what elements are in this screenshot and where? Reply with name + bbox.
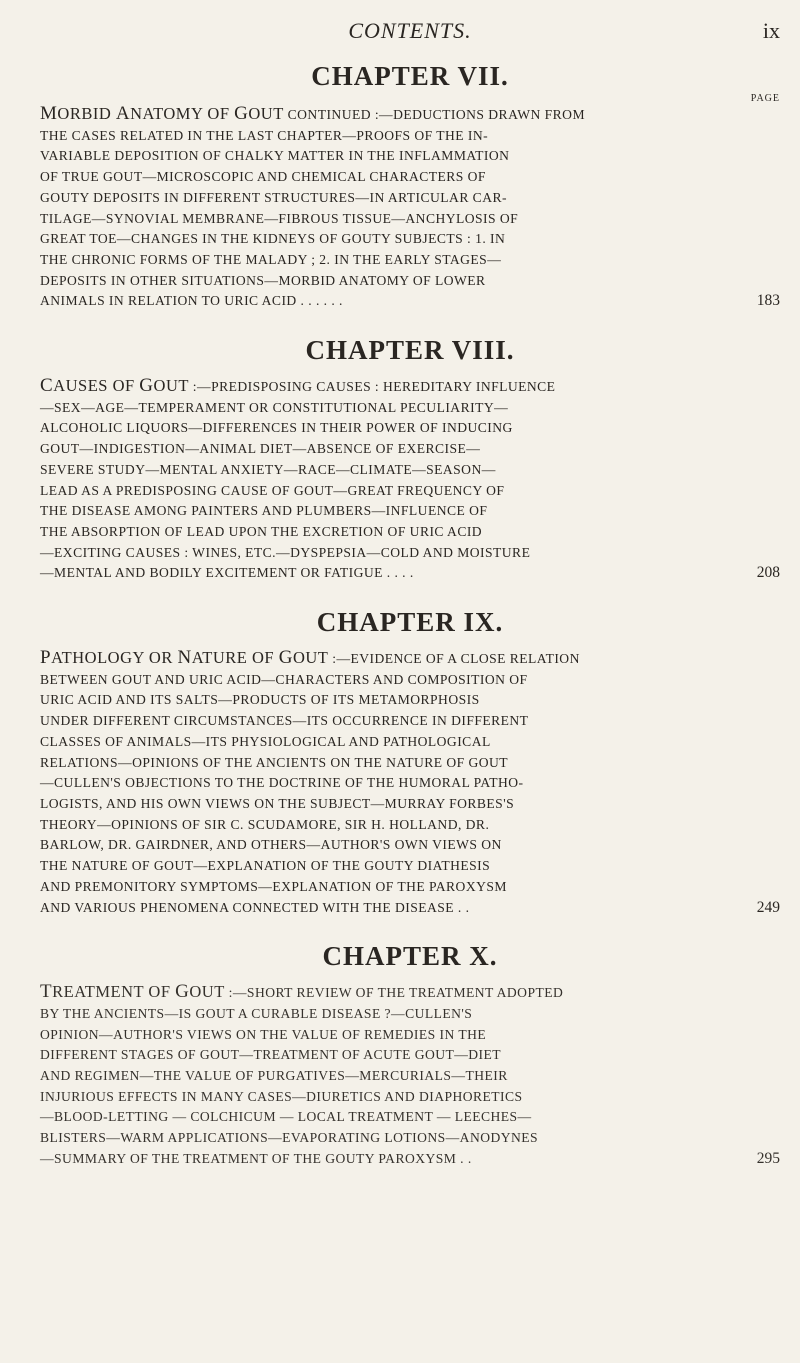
summary-line: OPINION—AUTHOR'S VIEWS ON THE VALUE OF REMEDIES IN THE — [40, 1026, 487, 1042]
summary-line: —CULLEN'S OBJECTIONS TO THE DOCTRINE OF THE HUMORAL PATHO- — [40, 775, 524, 791]
summary-line: GOUTY DEPOSITS IN DIFFERENT STRUCTURES—IN ARTICULAR CAR- — [40, 189, 507, 205]
summary-line: GOUT—INDIGESTION—ANIMAL DIET—ABSENCE OF EXERCISE— — [40, 441, 481, 457]
chapter-7-entry — [40, 58, 780, 312]
chapter-heading: CHAPTER VII. — [311, 61, 509, 91]
summary-last-line — [40, 291, 780, 312]
summary-line: —EXCITING CAUSES : WINES, ETC.—DYSPEPSIA—COLD AND MOISTURE — [40, 544, 531, 560]
summary-line: THE CASES RELATED IN THE LAST CHAPTER—PROOFS OF THE IN- — [40, 127, 489, 143]
chapter-heading: CHAPTER IX. — [316, 607, 504, 638]
chapter-lead: CAUSES OF GOUT — [40, 375, 189, 397]
summary-line: THE ABSORPTION OF LEAD UPON THE EXCRETION OF URIC ACID — [40, 523, 483, 539]
summary-line: THE DISEASE AMONG PAINTERS AND PLUMBERS—INFLUENCE OF — [40, 503, 488, 519]
chapter-heading: CHAPTER VIII. — [305, 335, 515, 366]
summary-line: —BLOOD-LETTING — COLCHICUM — LOCAL TREATMENT — LEECHES— — [40, 1109, 532, 1125]
summary-line: AND PREMONITORY SYMPTOMS—EXPLANATION OF THE PAROXYSM — [40, 878, 507, 894]
summary-line: DEPOSITS IN OTHER SITUATIONS—MORBID ANATOMY OF LOWER — [40, 272, 486, 288]
summary-line: UNDER DIFFERENT CIRCUMSTANCES—ITS OCCURRENCE IN DIFFERENT — [40, 713, 529, 729]
running-head — [40, 0, 780, 50]
summary-line: DIFFERENT STAGES OF GOUT—TREATMENT OF ACUTE GOUT—DIET — [40, 1047, 502, 1063]
summary-line: MORBID ANATOMY OF GOUT CONTINUED :—DEDUCTIONS DRAWN FROM — [40, 103, 585, 124]
chapter-10-entry — [40, 938, 780, 1169]
page-column-label: PAGE — [750, 93, 780, 104]
chapter-9-entry — [40, 604, 780, 918]
summary-line: BETWEEN GOUT AND URIC ACID—CHARACTERS AND COMPOSITION OF — [40, 671, 528, 687]
summary-last-line — [40, 1149, 780, 1170]
page-reference: 249 — [756, 898, 780, 916]
summary-line: BY THE ANCIENTS—IS GOUT A CURABLE DISEASE ?—CULLEN'S — [40, 1005, 473, 1021]
summary-line: GREAT TOE—CHANGES IN THE KIDNEYS OF GOUTY SUBJECTS : 1. IN — [40, 231, 506, 247]
summary-last-line — [40, 898, 780, 919]
chapter-summary — [40, 982, 780, 1169]
summary-line-text: —SUMMARY OF THE TREATMENT OF THE GOUTY PAROXYSM . . — [40, 1150, 472, 1166]
summary-line: LEAD AS A PREDISPOSING CAUSE OF GOUT—GREAT FREQUENCY OF — [40, 482, 505, 498]
summary-line: LOGISTS, AND HIS OWN VIEWS ON THE SUBJECT—MURRAY FORBES'S — [40, 795, 515, 811]
chapter-heading: CHAPTER X. — [322, 941, 498, 972]
summary-line-text: ANIMALS IN RELATION TO URIC ACID . . . . . . — [40, 293, 343, 309]
chapter-summary — [40, 648, 780, 918]
chapter-summary — [40, 376, 780, 584]
page-reference: 208 — [756, 564, 780, 582]
chapter-lead: MORBID ANATOMY OF GOUT — [40, 103, 284, 124]
running-title: CONTENTS. — [348, 18, 472, 43]
summary-line: SEVERE STUDY—MENTAL ANXIETY—RACE—CLIMATE—SEASON— — [40, 461, 496, 477]
summary-line: —SEX—AGE—TEMPERAMENT OR CONSTITUTIONAL PECULIARITY— — [40, 399, 509, 415]
summary-last-line — [40, 563, 780, 584]
chapter-lead: PATHOLOGY OR NATURE OF GOUT — [40, 647, 329, 669]
chapter-8-entry — [40, 332, 780, 584]
summary-line: URIC ACID AND ITS SALTS—PRODUCTS OF ITS METAMORPHOSIS — [40, 692, 480, 708]
summary-line: THE NATURE OF GOUT—EXPLANATION OF THE GOUTY DIATHESIS — [40, 858, 491, 874]
summary-line-text: —MENTAL AND BODILY EXCITEMENT OR FATIGUE . . . . — [40, 565, 414, 581]
contents-page — [40, 0, 780, 1170]
summary-line: INJURIOUS EFFECTS IN MANY CASES—DIURETICS AND DIAPHORETICS — [40, 1088, 523, 1104]
summary-line-text: AND VARIOUS PHENOMENA CONNECTED WITH THE DISEASE . . — [40, 899, 470, 915]
summary-line: THE CHRONIC FORMS OF THE MALADY ; 2. IN THE EARLY STAGES— — [40, 251, 502, 267]
summary-line: CAUSES OF GOUT :—PREDISPOSING CAUSES : HEREDITARY INFLUENCE — [40, 375, 556, 397]
summary-line: CLASSES OF ANIMALS—ITS PHYSIOLOGICAL AND PATHOLOGICAL — [40, 733, 491, 749]
page-number: ix — [762, 18, 780, 43]
page-reference: 295 — [756, 1149, 780, 1167]
summary-line: PATHOLOGY OR NATURE OF GOUT :—EVIDENCE OF A CLOSE RELATION — [40, 647, 580, 669]
summary-line: TREATMENT OF GOUT :—SHORT REVIEW OF THE TREATMENT ADOPTED — [40, 981, 564, 1003]
summary-line: BARLOW, DR. GAIRDNER, AND OTHERS—AUTHOR'S OWN VIEWS ON — [40, 837, 502, 853]
chapter-lead: TREATMENT OF GOUT — [40, 981, 225, 1003]
summary-line: OF TRUE GOUT—MICROSCOPIC AND CHEMICAL CHARACTERS OF — [40, 169, 486, 185]
summary-line: BLISTERS—WARM APPLICATIONS—EVAPORATING LOTIONS—ANODYNES — [40, 1130, 539, 1146]
chapter-summary — [40, 104, 780, 312]
summary-line: ALCOHOLIC LIQUORS—DIFFERENCES IN THEIR POWER OF INDUCING — [40, 420, 513, 436]
summary-line: THEORY—OPINIONS OF SIR C. SCUDAMORE, SIR H. HOLLAND, DR. — [40, 816, 490, 832]
summary-line: VARIABLE DEPOSITION OF CHALKY MATTER IN THE INFLAMMATION — [40, 148, 510, 164]
summary-line: RELATIONS—OPINIONS OF THE ANCIENTS ON THE NATURE OF GOUT — [40, 754, 509, 770]
summary-line: AND REGIMEN—THE VALUE OF PURGATIVES—MERCURIALS—THEIR — [40, 1068, 508, 1084]
page-reference: 183 — [756, 292, 780, 310]
summary-line: TILAGE—SYNOVIAL MEMBRANE—FIBROUS TISSUE—ANCHYLOSIS OF — [40, 210, 519, 226]
